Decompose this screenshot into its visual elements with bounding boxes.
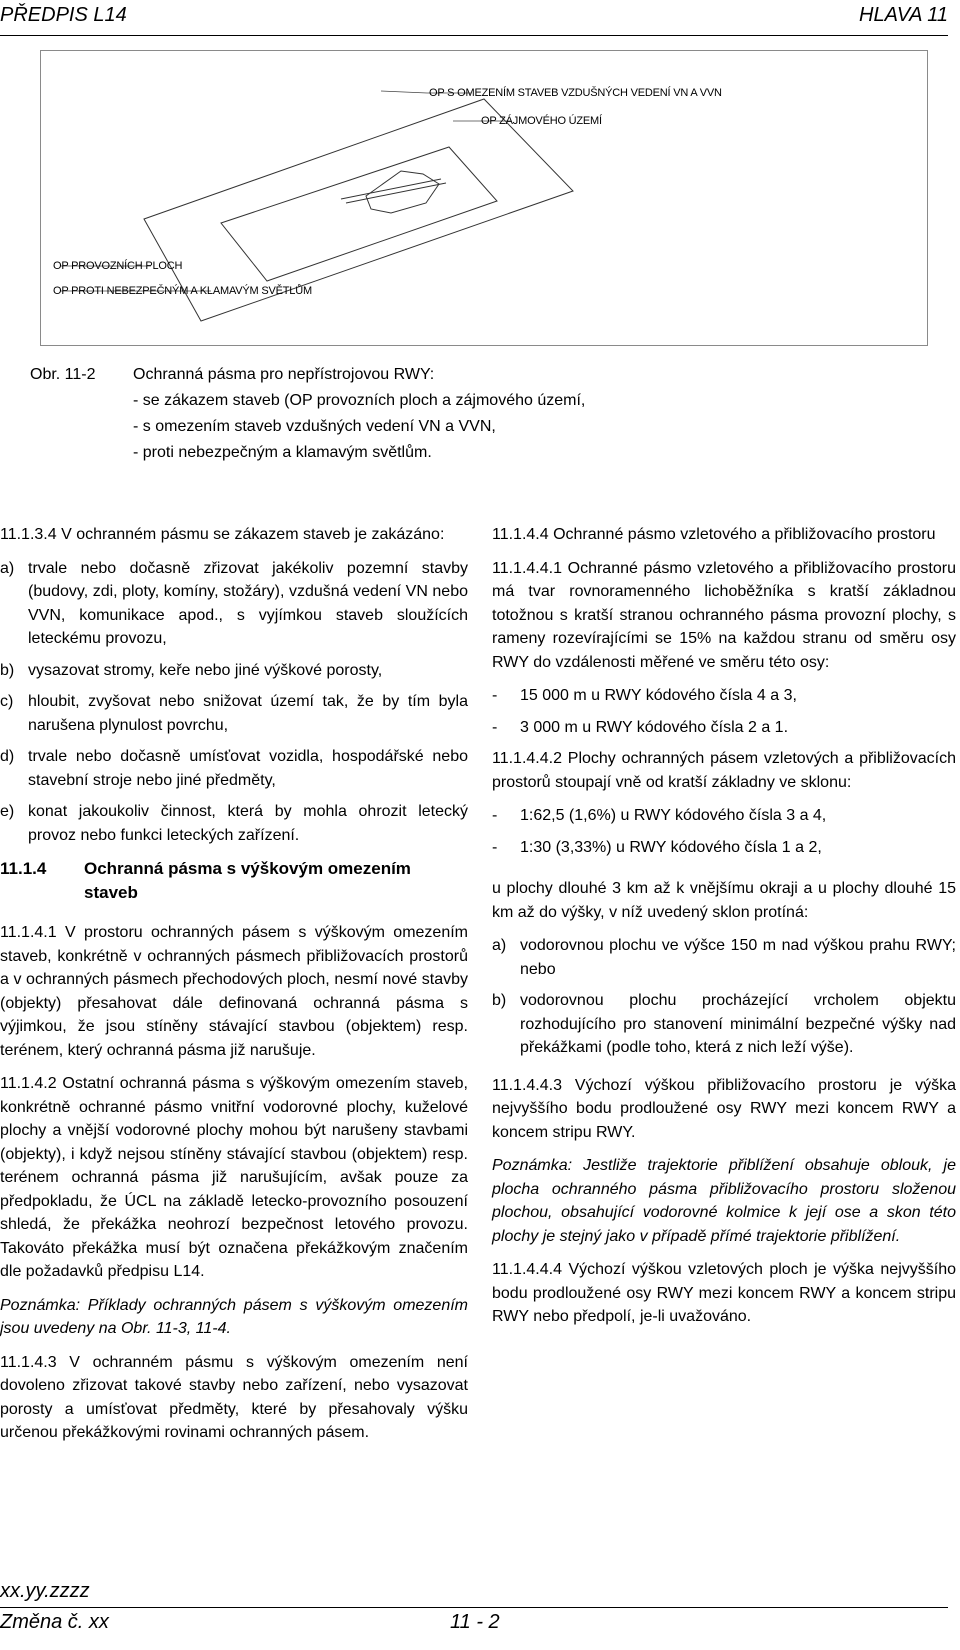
paragraph-11-1-3-4: 11.1.3.4 V ochranném pásmu se zákazem staveb je zakázáno: [0, 526, 445, 543]
dash-item [492, 804, 956, 828]
paragraph-11-1-4-4-1: 11.1.4.4.1 Ochranné pásmo vzletového a přibližovacího prostoru má tvar rovnoramenného lichoběžníka s kratší základnou totožnou s kratší stranou ochranného pásma provozní plochy, s rameny rozevírajícími se 15% na každou stranu od směru osy RWY do vzdálenosti měřené ve směru této osy: [492, 559, 956, 671]
list-item-label: a) [0, 559, 15, 577]
right-column [492, 523, 956, 1339]
left-column [0, 523, 468, 1455]
section-number: 11.1.4 [0, 859, 47, 878]
dash-text: 1:30 (3,33%) u RWY kódového čísla 1 a 2, [520, 838, 822, 856]
list-item [492, 989, 956, 1060]
paragraph-11-1-4-4: 11.1.4.4 Ochranné pásmo vzletového a přibližovacího prostoru [492, 526, 936, 543]
list-item-label: b) [0, 661, 15, 679]
list-item [0, 745, 468, 792]
list-item-text: vodorovnou plochu ve výšce 150 m nad výškou prahu RWY; nebo [520, 937, 956, 978]
dash-text: 15 000 m u RWY kódového čísla 4 a 3, [520, 687, 797, 704]
dash-text: 3 000 m u RWY kódového čísla 2 a 1. [520, 718, 789, 736]
inner-zone-shape [221, 147, 497, 281]
list-item [0, 557, 468, 651]
dash-label: - [492, 687, 498, 704]
footer-change: Změna č. xx [0, 1611, 109, 1633]
label-op-provoznich: OP PROVOZNÍCH PLOCH [53, 260, 183, 272]
dash-item [492, 716, 956, 740]
caption-line: - s omezením staveb vzdušných vedení VN a VVN, [133, 418, 496, 435]
label-op-svetla: OP PROTI NEBEZPEČNÝM A KLAMAVÝM SVĚTLŮM [53, 285, 312, 297]
note-examples: Poznámka: Příklady ochranných pásem s výškovým omezením jsou uvedeny na Obr. 11-3, 11-4. [0, 1296, 468, 1337]
section-title: Ochranná pásma s výškovým omezením staveb [84, 859, 411, 902]
footer-date: xx.yy.zzzz [0, 1580, 90, 1602]
caption-number: Obr. 11-2 [30, 366, 96, 383]
dash-text: 1:62,5 (1,6%) u RWY kódového čísla 3 a 4, [520, 807, 827, 824]
caption-line: Ochranná pásma pro nepřístrojovou RWY: [133, 366, 435, 383]
list-item [0, 800, 468, 847]
note-approach-arc: Poznámka: Jestliže trajektorie přiblížení obsahuje oblouk, je plocha ochranného pásma přibližovacího prostoru složenou plochou, obsahující vodorovné kolmice k její ose a skon této plochy je stejný jako v případě přímé trajektorie přiblížení. [492, 1157, 956, 1245]
paragraph-11-1-4-2: 11.1.4.2 Ostatní ochranná pásma s výškovým omezením staveb, konkrétně ochranné pásmo vnitřní vodorovné plochy, kuželové plochy a vnější vodorovné plochy mohou být narušeny stavbami (objekty), i když nejsou stíněny stávající stavbou (objektem) resp. terénem ochranná pásma již narušujícím, avšak pouze za předpokladu, že ÚCL na základě letecko-provozního posouzení shledá, že překážka neohrozí bezpečnost letového provozu. Takováto překážka musí být označena překážkovým značením dle požadavků předpisu L14. [0, 1075, 468, 1280]
dash-item [492, 836, 956, 860]
dash-label: - [492, 718, 498, 736]
caption-line: - se zákazem staveb (OP provozních ploch a zájmového území, [133, 392, 586, 409]
list-item [492, 934, 956, 981]
list-item-label: c) [0, 693, 14, 710]
list-item-label: a) [492, 937, 507, 954]
list-item-text: vysazovat stromy, keře nebo jiné výškové porosty, [28, 661, 383, 679]
list-item [0, 659, 468, 683]
list-item-text: trvale nebo dočasně zřizovat jakékoliv pozemní stavby (budovy, zdi, ploty, komíny, stožáry), vzdušná vedení VN nebo VVN, komunikace apod., s vyjímkou staveb sloužících leteckému provozu, [28, 559, 468, 647]
paragraph-11-1-4-1: 11.1.4.1 V prostoru ochranných pásem s výškovým omezením staveb, konkrétně v ochranných pásmech přibližovacích prostorů a v ochranných pásmech přechodových ploch, nesmí nové stavby (objekty) přesahovat dále definovaná ochranná pásma s výjimkou, že jsou stíněny stávající stavbou (objektem) resp. terénem, který ochranná pásma již narušuje. [0, 924, 468, 1059]
paragraph-11-1-4-4-4: 11.1.4.4.4 Výchozí výškou vzletových ploch je výška nejvyššího bodu prodloužené osy RWY mezi koncem RWY a koncem stripu RWY nebo předpolí, je-li uvažováno. [492, 1261, 956, 1325]
header-chapter: HLAVA 11 [859, 4, 948, 26]
list-item-text: hloubit, zvyšovat nebo snižovat území tak, že by tím byla narušena plynulost povrchu, [28, 693, 468, 734]
paragraph-11-1-4-4-3: 11.1.4.4.3 Výchozí výškou přibližovacího prostoru je výška nejvyššího bodu prodloužené osy RWY mezi koncem RWY a koncem stripu RWY. [492, 1076, 956, 1141]
list-item-label: b) [492, 992, 507, 1009]
list-item-text: konat jakoukoliv činnost, která by mohla ohrozit letecký provoz nebo funkci leteckých zařízení. [28, 803, 468, 844]
paragraph-plane-length: u plochy dlouhé 3 km až k vnějšímu okraji a u plochy dlouhé 15 km až do výšky, v níž uvedený sklon protíná: [492, 880, 956, 921]
dash-label: - [492, 838, 498, 856]
label-op-vn-vvn: OP S OMEZENÍM STAVEB VZDUŠNÝCH VEDENÍ VN A VVN [429, 87, 722, 99]
dash-label: - [492, 807, 498, 824]
list-item [0, 690, 468, 737]
section-heading [0, 857, 468, 905]
caption-line: - proti nebezpečným a klamavým světlům. [133, 444, 432, 461]
label-op-zajmove: OP ZÁJMOVÉHO ÚZEMÍ [481, 115, 602, 127]
paragraph-11-1-4-4-2: 11.1.4.4.2 Plochy ochranných pásem vzletových a přibližovacích prostorů stoupají vně od kratší základny ve sklonu: [492, 750, 956, 791]
header-rule [0, 35, 948, 36]
footer-rule [0, 1607, 948, 1608]
list-item-label: d) [0, 748, 15, 765]
list-item-text: trvale nebo dočasně umísťovat vozidla, hospodářské nebo stavební stroje nebo jiné předměty, [28, 748, 468, 789]
caption-text [133, 362, 585, 466]
paragraph-11-1-4-3: 11.1.4.3 V ochranném pásmu s výškovým omezením není dovoleno zřizovat takové stavby nebo zařízení, nebo vysazovat porosty a umísťovat předměty, které by přesahovaly výšku určenou překážkovými rovinami ochranných pásem. [0, 1353, 468, 1441]
list-item-text: vodorovnou plochu procházející vrcholem objektu rozhodujícího pro stanovení minimální bezpečné výšky nad překážkami (podle toho, která z nich leží výše). [520, 992, 956, 1056]
figure-protection-zones [40, 50, 928, 346]
page-number: 11 - 2 [450, 1611, 500, 1633]
list-item-label: e) [0, 803, 15, 820]
header-regulation: PŘEDPIS L14 [0, 4, 127, 26]
dash-item [492, 684, 956, 708]
